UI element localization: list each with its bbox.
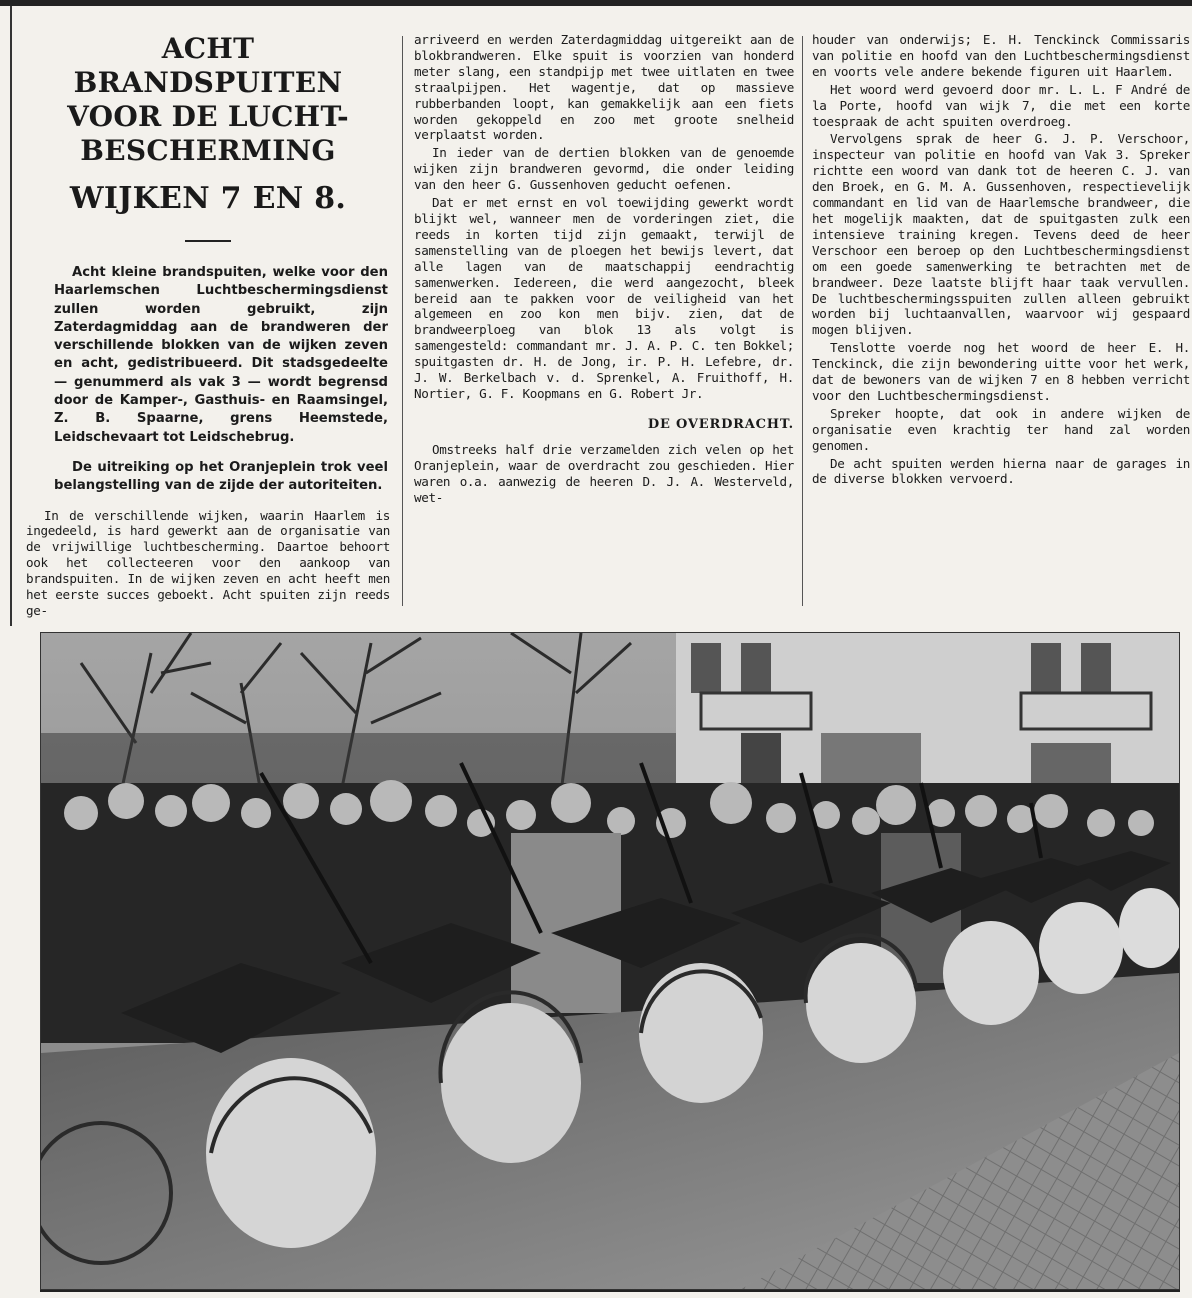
body-paragraph: Vervolgens sprak de heer G. J. P. Verschoor, inspecteur van politie en hoofd van Vak 3. Spreker richtte een woord van dank tot de heeren C. J. van den Broek, en G. M. A. Gussenhoven, respectievelijk commandant en lid van de Haarlemsche brandweer, die het mogelijk maakten, dat de spuitgasten zulk een intensieve training kregen. Tevens deed de heer Verschoor een beroep op den Luchtbeschermingsdienst om een goede samenwerking te betrachten met de brandweer. Deze laatste blijft haar taak vervullen. De luchtbeschermingsspuiten zullen alleen gebruikt worden bij luchtaanvallen, waarvoor wij gespaard mogen blijven. [812,131,1190,338]
top-border-rule [0,0,1192,6]
section-heading: DE OVERDRACHT. [647,416,794,432]
headline [26,32,390,168]
news-photograph [40,632,1180,1290]
body-paragraph: houder van onderwijs; E. H. Tenckinck Commissaris van politie en hoofd van den Luchtbeschermingsdienst en voorts vele andere bekende figuren uit Haarlem. [812,32,1190,79]
body-paragraph: Spreker hoopte, dat ook in andere wijken de organisatie even krachtig ter hand zal worden genomen. [812,405,1190,453]
column-divider [802,36,803,606]
column-3 [812,32,1190,487]
subheadline: WIJKEN 7 EN 8. [69,181,347,216]
column-2 [414,32,794,505]
lead-paragraph: Acht kleine brandspuiten, welke voor den Haarlemschen Luchtbeschermingsdienst zullen worden gebruikt, zijn Zaterdagmiddag aan de brandweren der verschillende blokken van de wijken zeven en acht, gedistribueerd. Dit stadsgedeelte — genummerd als vak 3 — wordt begrensd door de Kamper-, Gasthuis- en Raamsingel, Z. B. Spaarne, grens Heemstede, Leidschevaart tot Leidschebrug. [54,265,388,445]
column-divider [402,36,403,606]
left-border-rule [10,6,12,626]
column-1 [26,32,390,619]
body-paragraph: De acht spuiten werden hierna naar de garages in de diverse blokken vervoerd. [812,455,1190,487]
body-paragraph: Omstreeks half drie verzamelden zich velen op het Oranjeplein, waar de overdracht zou geschieden. Hier waren o.a. aanwezig de heeren D. J. A. Westerveld, wet- [414,441,794,505]
body-paragraph: Tenslotte voerde nog het woord de heer E. H. Tenckinck, die zijn bewondering uitte voor het werk, dat de bewoners van de wijken 7 en 8 hebben verricht voor den Luchtbeschermingsdienst. [812,340,1190,403]
body-paragraph: arriveerd en werden Zaterdagmiddag uitgereikt aan de blokbrandweren. Elke spuit is voorzien van honderd meter slang, een standpijp met twee uitlaten en twee straalpijpen. Het wagentje, dat op massieve rubberbanden loopt, kan gemakkelijk aan een fiets worden gekoppeld en zoo met groote snelheid verplaatst worden. [414,32,794,143]
bottom-rule [40,1290,1180,1292]
headline-line: ACHT BRANDSPUITEN [73,32,343,99]
lead-paragraph: De uitreiking op het Oranjeplein trok veel belangstelling van de zijde der autoriteiten. [54,459,388,494]
headline-line: BESCHERMING [80,134,336,167]
body-paragraph: Het woord werd gevoerd door mr. L. L. F André de la Porte, hoofd van wijk 7, die met een korte toespraak de acht spuiten overdroeg. [812,81,1190,129]
body-paragraph: In ieder van de dertien blokken van de genoemde wijken zijn brandweren gevormd, die onder leiding van den heer G. Gussenhoven geducht oefenen. [414,145,794,193]
body-paragraph: Dat er met ernst en vol toewijding gewerkt wordt blijkt wel, wanneer men de vorderingen ziet, die reeds in korten tijd zijn gemaakt, terwijl de samenstelling van de ploegen het bewijs levert, dat alle lagen van de maatschappij eendrachtig samenwerken. Iedereen, die werd aangezocht, bleek bereid aan te pakken voor de veiligheid van het algemeen en zoo kon men bijv. zien, dat de brandweerploeg van blok 13 als volgt is samengesteld: commandant mr. J. A. P. C. ten Bokkel; spuitgasten dr. H. de Jong, ir. P. H. Lefebre, dr. J. W. Berkelbach v. d. Sprenkel, A. Fruithoff, H. Nortier, G. F. Koopmans en G. Robert Jr. [414,195,794,401]
body-paragraph: In de verschillende wijken, waarin Haarlem is ingedeeld, is hard gewerkt aan de organisatie van de vrijwillige luchtbescherming. Daartoe behoort ook het collecteeren voor den aankoop van brandspuiten. In de wijken zeven en acht heeft men het eerste succes geboekt. Acht spuiten zijn reeds ge- [26,507,390,618]
photo-illustration [41,633,1179,1289]
headline-line: VOOR DE LUCHT- [67,100,349,133]
headline-divider [185,240,231,242]
